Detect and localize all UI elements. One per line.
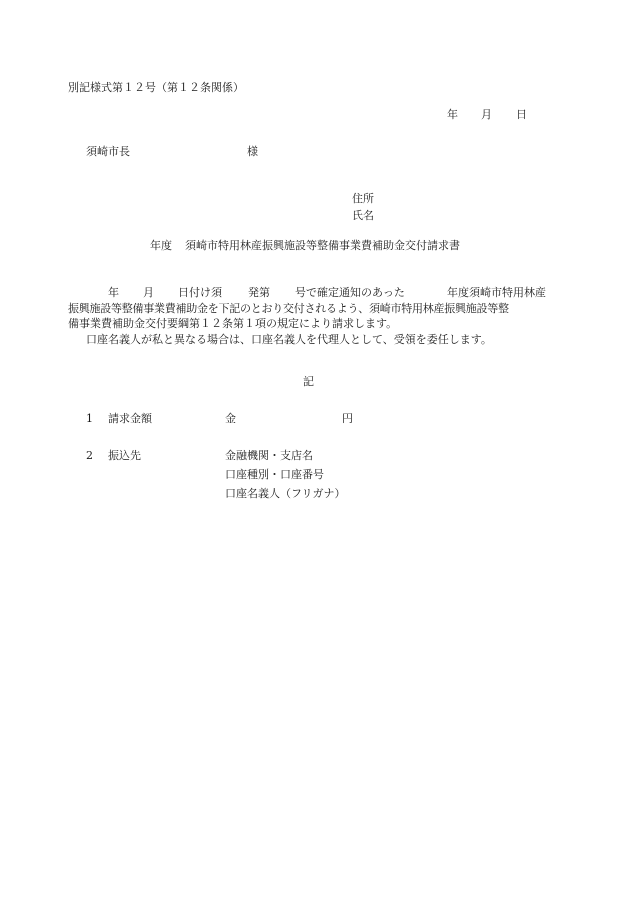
date-month: 月 xyxy=(481,108,492,121)
ki-heading: 記 xyxy=(303,375,314,388)
applicant-address-label: 住所 xyxy=(352,192,374,205)
document-title: 須崎市特用林産振興施設等整備事業費補助金交付請求書 xyxy=(185,239,460,252)
item-label-claim-amount: 請求金額 xyxy=(108,412,152,425)
item-field-account-type-number: 口座種別・口座番号 xyxy=(225,468,324,481)
item-field-account-holder: 口座名義人（フリガナ） xyxy=(225,487,346,500)
body-line-4: 口座名義人が私と異なる場合は、口座名義人を代理人として、受領を委任します。 xyxy=(86,333,492,346)
item-label-transfer-destination: 振込先 xyxy=(108,449,141,462)
date-year: 年 xyxy=(447,108,458,121)
item-number: 2 xyxy=(86,449,93,462)
item-number: 1 xyxy=(86,412,93,425)
body-tail: 年度須崎市特用林産 xyxy=(447,286,546,299)
item-field-yen: 円 xyxy=(342,412,353,425)
addressee-name: 須崎市長 xyxy=(86,145,130,158)
body-notice: 号で確定通知のあった xyxy=(295,286,405,299)
form-label: 別記様式第１２号（第１２条関係） xyxy=(68,81,244,94)
body-year: 年 xyxy=(108,286,119,299)
addressee-honorific: 様 xyxy=(247,145,258,158)
body-issue: 発第 xyxy=(248,286,270,299)
date-day: 日 xyxy=(516,108,527,121)
item-field-kin: 金 xyxy=(225,412,236,425)
document-title-prefix: 年度 xyxy=(150,239,172,252)
body-line-3: 備事業費補助金交付要綱第１２条第１項の規定により請求します。 xyxy=(68,317,398,330)
body-line-2: 振興施設等整備事業費補助金を下記のとおり交付されるよう、須崎市特用林産振興施設等整 xyxy=(68,302,509,315)
applicant-name-label: 氏名 xyxy=(352,209,374,222)
item-field-bank-branch: 金融機関・支店名 xyxy=(225,449,313,462)
body-month: 月 xyxy=(143,286,154,299)
body-day-prefix: 日付け須 xyxy=(178,286,222,299)
